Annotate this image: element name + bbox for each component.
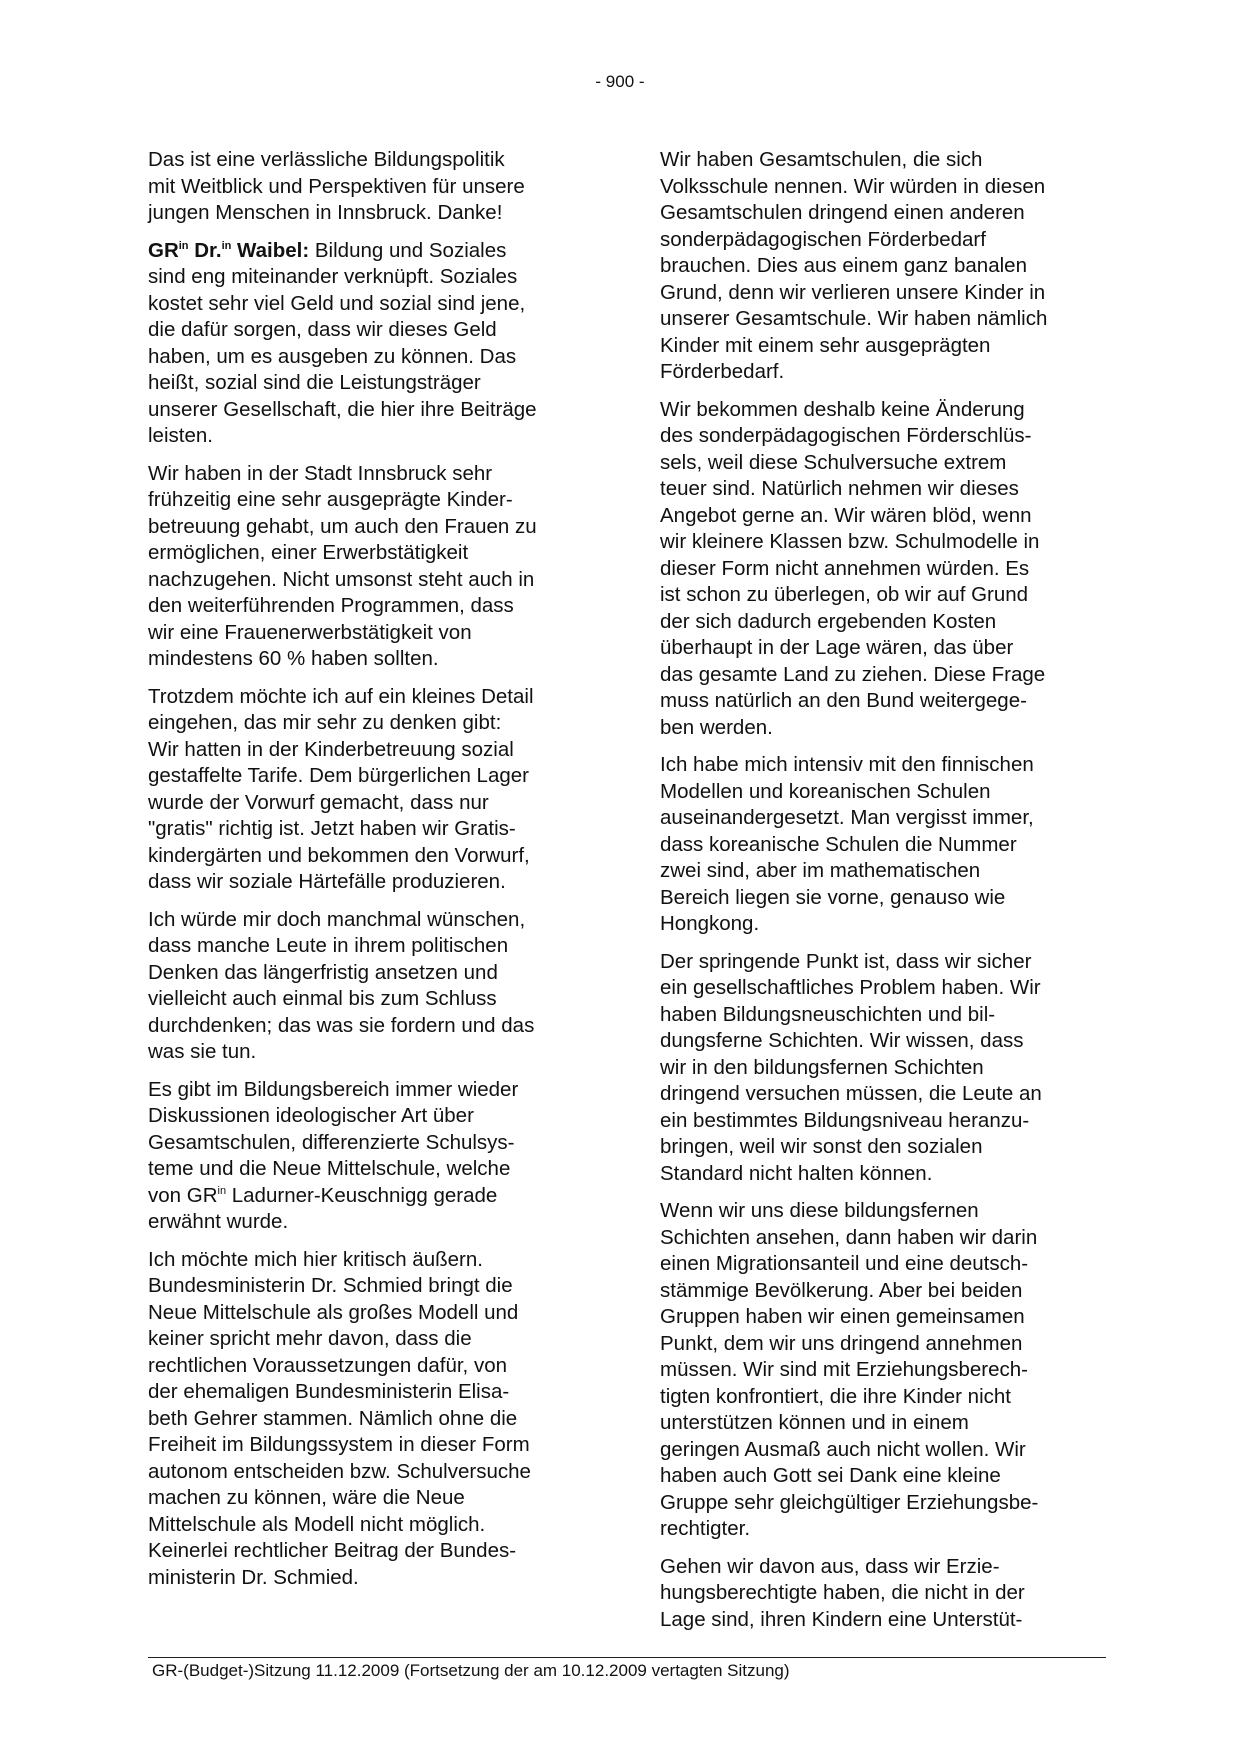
text-line: leisten. [148,424,213,447]
text-line: wir in den bildungsfernen Schichten [660,1055,984,1079]
text-line: mindestens 60 % haben sollten. [148,647,439,670]
text-line: einen Migrationsanteil und eine deutsch- [660,1252,1029,1275]
left-column [148,147,593,1591]
text-line: sind eng miteinander verknüpft. Soziales [148,265,518,288]
text-line: teuer sind. Natürlich nehmen wir dieses [660,477,1019,500]
text-line: Trotzdem möchte ich auf ein kleines Detail [148,684,534,708]
paragraph [660,1554,1105,1634]
text-line: haben Bildungsneuschichten und bil- [660,1002,996,1026]
text-line: heißt, sozial sind die Leistungsträger [148,371,481,394]
text-line: Wir hatten in der Kinderbetreuung sozial [148,737,514,761]
text-line: ermöglichen, einer Erwerbstätigkeit [148,541,469,564]
text-line: wir eine Frauenerwerbstätigkeit von [148,620,472,644]
text-line: Hongkong. [660,912,760,935]
text-line: sels, weil diese Schulversuche extrem [660,450,1007,474]
text-line: brauchen. Dies aus einem ganz banalen [660,254,1027,277]
page-number: - 900 - [595,72,645,91]
text-line: dass koreanische Schulen die Nummer [660,832,1017,856]
text-line: ministerin Dr. Schmied. [148,1565,359,1589]
footer-divider [148,1657,1106,1658]
text-line: wir kleinere Klassen bzw. Schulmodelle in [660,530,1040,553]
text-line: beth Gehrer stammen. Nämlich ohne die [148,1406,518,1430]
text-line: machen zu können, wäre die Neue [148,1486,465,1509]
text-line: "gratis" richtig ist. Jetzt haben wir Gratis- [148,817,516,840]
text-line: Neue Mittelschule als großes Modell und [148,1300,519,1324]
text-line: autonom entscheiden bzw. Schulversuche [148,1459,531,1483]
text-line: Wir haben in der Stadt Innsbruck sehr [148,461,493,485]
paragraph [148,907,593,1066]
text-line: ben werden. [660,715,773,739]
text-line: den weiterführenden Programmen, dass [148,594,514,617]
text-line: Wir bekommen deshalb keine Änderung [660,397,1025,421]
text-line: Gehen wir davon aus, dass wir Erzie- [660,1554,1000,1578]
text-line: dass manche Leute in ihrem politischen [148,934,509,957]
paragraph [148,461,593,673]
text-line: Gruppen haben wir einen gemeinsamen [660,1305,1025,1328]
text-line: frühzeitig eine sehr ausgeprägte Kinder- [148,488,513,511]
text-line: Punkt, dem wir uns dringend annehmen [660,1331,1023,1355]
text-line: Der springende Punkt ist, dass wir sicher [660,949,1032,973]
text-line: bringen, weil wir sonst den sozialen [660,1135,983,1158]
paragraph [660,147,1105,386]
text-line: haben, um es ausgeben zu können. Das [148,344,517,368]
text-line: Bereich liegen sie vorne, genauso wie [660,885,1006,909]
text-line: mit Weitblick und Perspektiven für unsere [148,174,525,198]
text-line: der sich dadurch ergebenden Kosten [660,609,997,633]
text-line: wurde der Vorwurf gemacht, dass nur [148,790,489,814]
text-line: Wir haben Gesamtschulen, die sich [660,148,983,171]
text-line: ein bestimmtes Bildungsniveau heranzu- [660,1108,1030,1132]
text-line: dieser Form nicht annehmen würden. Es [660,556,1030,580]
text-line: kindergärten und bekommen den Vorwurf, [148,843,530,867]
text-line: Freiheit im Bildungssystem in dieser Form [148,1433,530,1456]
text-line: gestaffelte Tarife. Dem bürgerlichen Lager [148,764,529,787]
text-line: zwei sind, aber im mathematischen [660,859,981,882]
text-line: haben auch Gott sei Dank eine kleine [660,1464,1001,1487]
text-line: unserer Gesamtschule. Wir haben nämlich [660,307,1048,330]
text-line: das gesamte Land zu ziehen. Diese Frage [660,662,1046,686]
text-line: Diskussionen ideologischer Art über [148,1104,474,1127]
text-line: Ich würde mir doch manchmal wünschen, [148,907,526,931]
text-line: teme und die Neue Mittelschule, welche [148,1157,511,1180]
text-line: Kinder mit einem sehr ausgeprägten [660,333,991,357]
paragraph [660,397,1105,742]
text-line: nachzugehen. Nicht umsonst steht auch in [148,567,535,591]
text-line: vielleicht auch einmal bis zum Schluss [148,987,497,1010]
text-line: stämmige Bevölkerung. Aber bei beiden [660,1278,1023,1302]
paragraph [148,147,593,227]
text-line: Keinerlei rechtlicher Beitrag der Bundes- [148,1539,517,1562]
text-line: Grund, denn wir verlieren unsere Kinder in [660,280,1046,304]
text-line: überhaupt in der Lage wären, das über [660,636,1014,659]
text-line: Ich habe mich intensiv mit den finnischen [660,753,1034,776]
text-line: Angebot gerne an. Wir wären blöd, wenn [660,503,1032,527]
text-line: auseinandergesetzt. Man vergisst immer, [660,806,1034,829]
text-line: Standard nicht halten können. [660,1161,933,1185]
text-line: Schichten ansehen, dann haben wir darin [660,1225,1038,1249]
text-line: hungsberechtigte haben, die nicht in der [660,1581,1025,1604]
text-line: kostet sehr viel Geld und sozial sind jene, [148,291,526,315]
text-line: Bundesministerin Dr. Schmied bringt die [148,1274,513,1297]
text-line: müssen. Wir sind mit Erziehungsberech- [660,1358,1028,1381]
text-line: rechtigter. [660,1517,751,1540]
text-line: ist schon zu überlegen, ob wir auf Grund [660,583,1029,606]
text-line: geringen Ausmaß auch nicht wollen. Wir [660,1437,1026,1461]
speaker-name: $GR^{in}$ Dr.$^{in}$ Waibel: [148,238,310,262]
text-line: Lage sind, ihren Kindern eine Unterstüt- [660,1607,1023,1631]
text-line: Mittelschule als Modell nicht möglich. [148,1512,486,1536]
text-line: Denken das längerfristig ansetzen und [148,960,498,984]
paragraph: Es gibt im Bildungsbereich immer wieder Diskussionen ideologischer Art über Gesamtschulen, differenzierte Schulsys- teme und die Neue Mittelschule, welche von $GR^{in}$ Ladurner-Keuschnigg gerade erwähnt wurde. [148,1077,519,1233]
text-line: sonderpädagogischen Förderbedarf [660,227,986,251]
text-line: jungen Menschen in Innsbruck. Danke! [148,201,503,224]
footer-text: GR-(Budget-)Sitzung 11.12.2009 (Fortsetzung der am 10.12.2009 vertagten Sitzung) [152,1661,790,1680]
text-line: durchdenken; das was sie fordern und das [148,1013,535,1037]
text-line: muss natürlich an den Bund weitergege- [660,689,1027,712]
text-line: des sonderpädagogischen Förderschlüs- [660,424,1032,447]
text-line: dass wir soziale Härtefälle produzieren. [148,870,506,893]
paragraph [148,684,593,896]
text-line: dungsferne Schichten. Wir wissen, dass [660,1029,1024,1052]
text-line: keiner spricht mehr davon, dass die [148,1327,472,1350]
paragraph [660,1198,1105,1543]
text-line: Gruppe sehr gleichgültiger Erziehungsbe- [660,1490,1039,1514]
text-line: rechtlichen Voraussetzungen dafür, von [148,1353,507,1377]
text-line: Es gibt im Bildungsbereich immer wieder [148,1077,519,1101]
text-line: unterstützen können und in einem [660,1411,969,1434]
text-line: Das ist eine verlässliche Bildungspolitik [148,148,505,171]
paragraph [660,949,1105,1188]
text-line: was sie tun. [148,1040,257,1063]
text-line: dringend versuchen müssen, die Leute an [660,1082,1042,1105]
text-line: ein gesellschaftliches Problem haben. Wir [660,976,1041,999]
text-line: die dafür sorgen, dass wir dieses Geld [148,318,497,341]
text-line: der ehemaligen Bundesministerin Elisa- [148,1380,510,1403]
paragraph [148,1247,593,1592]
text-line: Wenn wir uns diese bildungsfernen [660,1199,979,1222]
text-line: eingehen, das mir sehr zu denken gibt: [148,711,502,734]
text-line: Gesamtschulen, differenzierte Schulsys- [148,1130,515,1154]
text-line: Volksschule nennen. Wir würden in diesen [660,174,1046,198]
text-line: tigten konfrontiert, die ihre Kinder nicht [660,1384,1011,1408]
text-line: Gesamtschulen dringend einen anderen [660,201,1025,224]
paragraph: $GR^{in}$ Dr.$^{in}$ Waibel: Bildung und Soziales sind eng miteinander verknüpft. Soziales kostet sehr viel Geld und sozial sind jene, die dafür sorgen, dass wir dieses Geld haben, um es ausgeben zu können. Das heißt, sozial sind die Leistungsträger unserer Gesellschaft, die hier ihre Beiträge leisten. [148,238,537,447]
text-line: Förderbedarf. [660,360,785,383]
paragraph [660,752,1105,938]
text-line: betreuung gehabt, um auch den Frauen zu [148,514,537,538]
right-column [660,147,1105,1633]
text-line: Modellen und koreanischen Schulen [660,779,991,803]
text-line: unserer Gesellschaft, die hier ihre Beiträge [148,397,537,421]
text-line: Ich möchte mich hier kritisch äußern. [148,1247,483,1271]
